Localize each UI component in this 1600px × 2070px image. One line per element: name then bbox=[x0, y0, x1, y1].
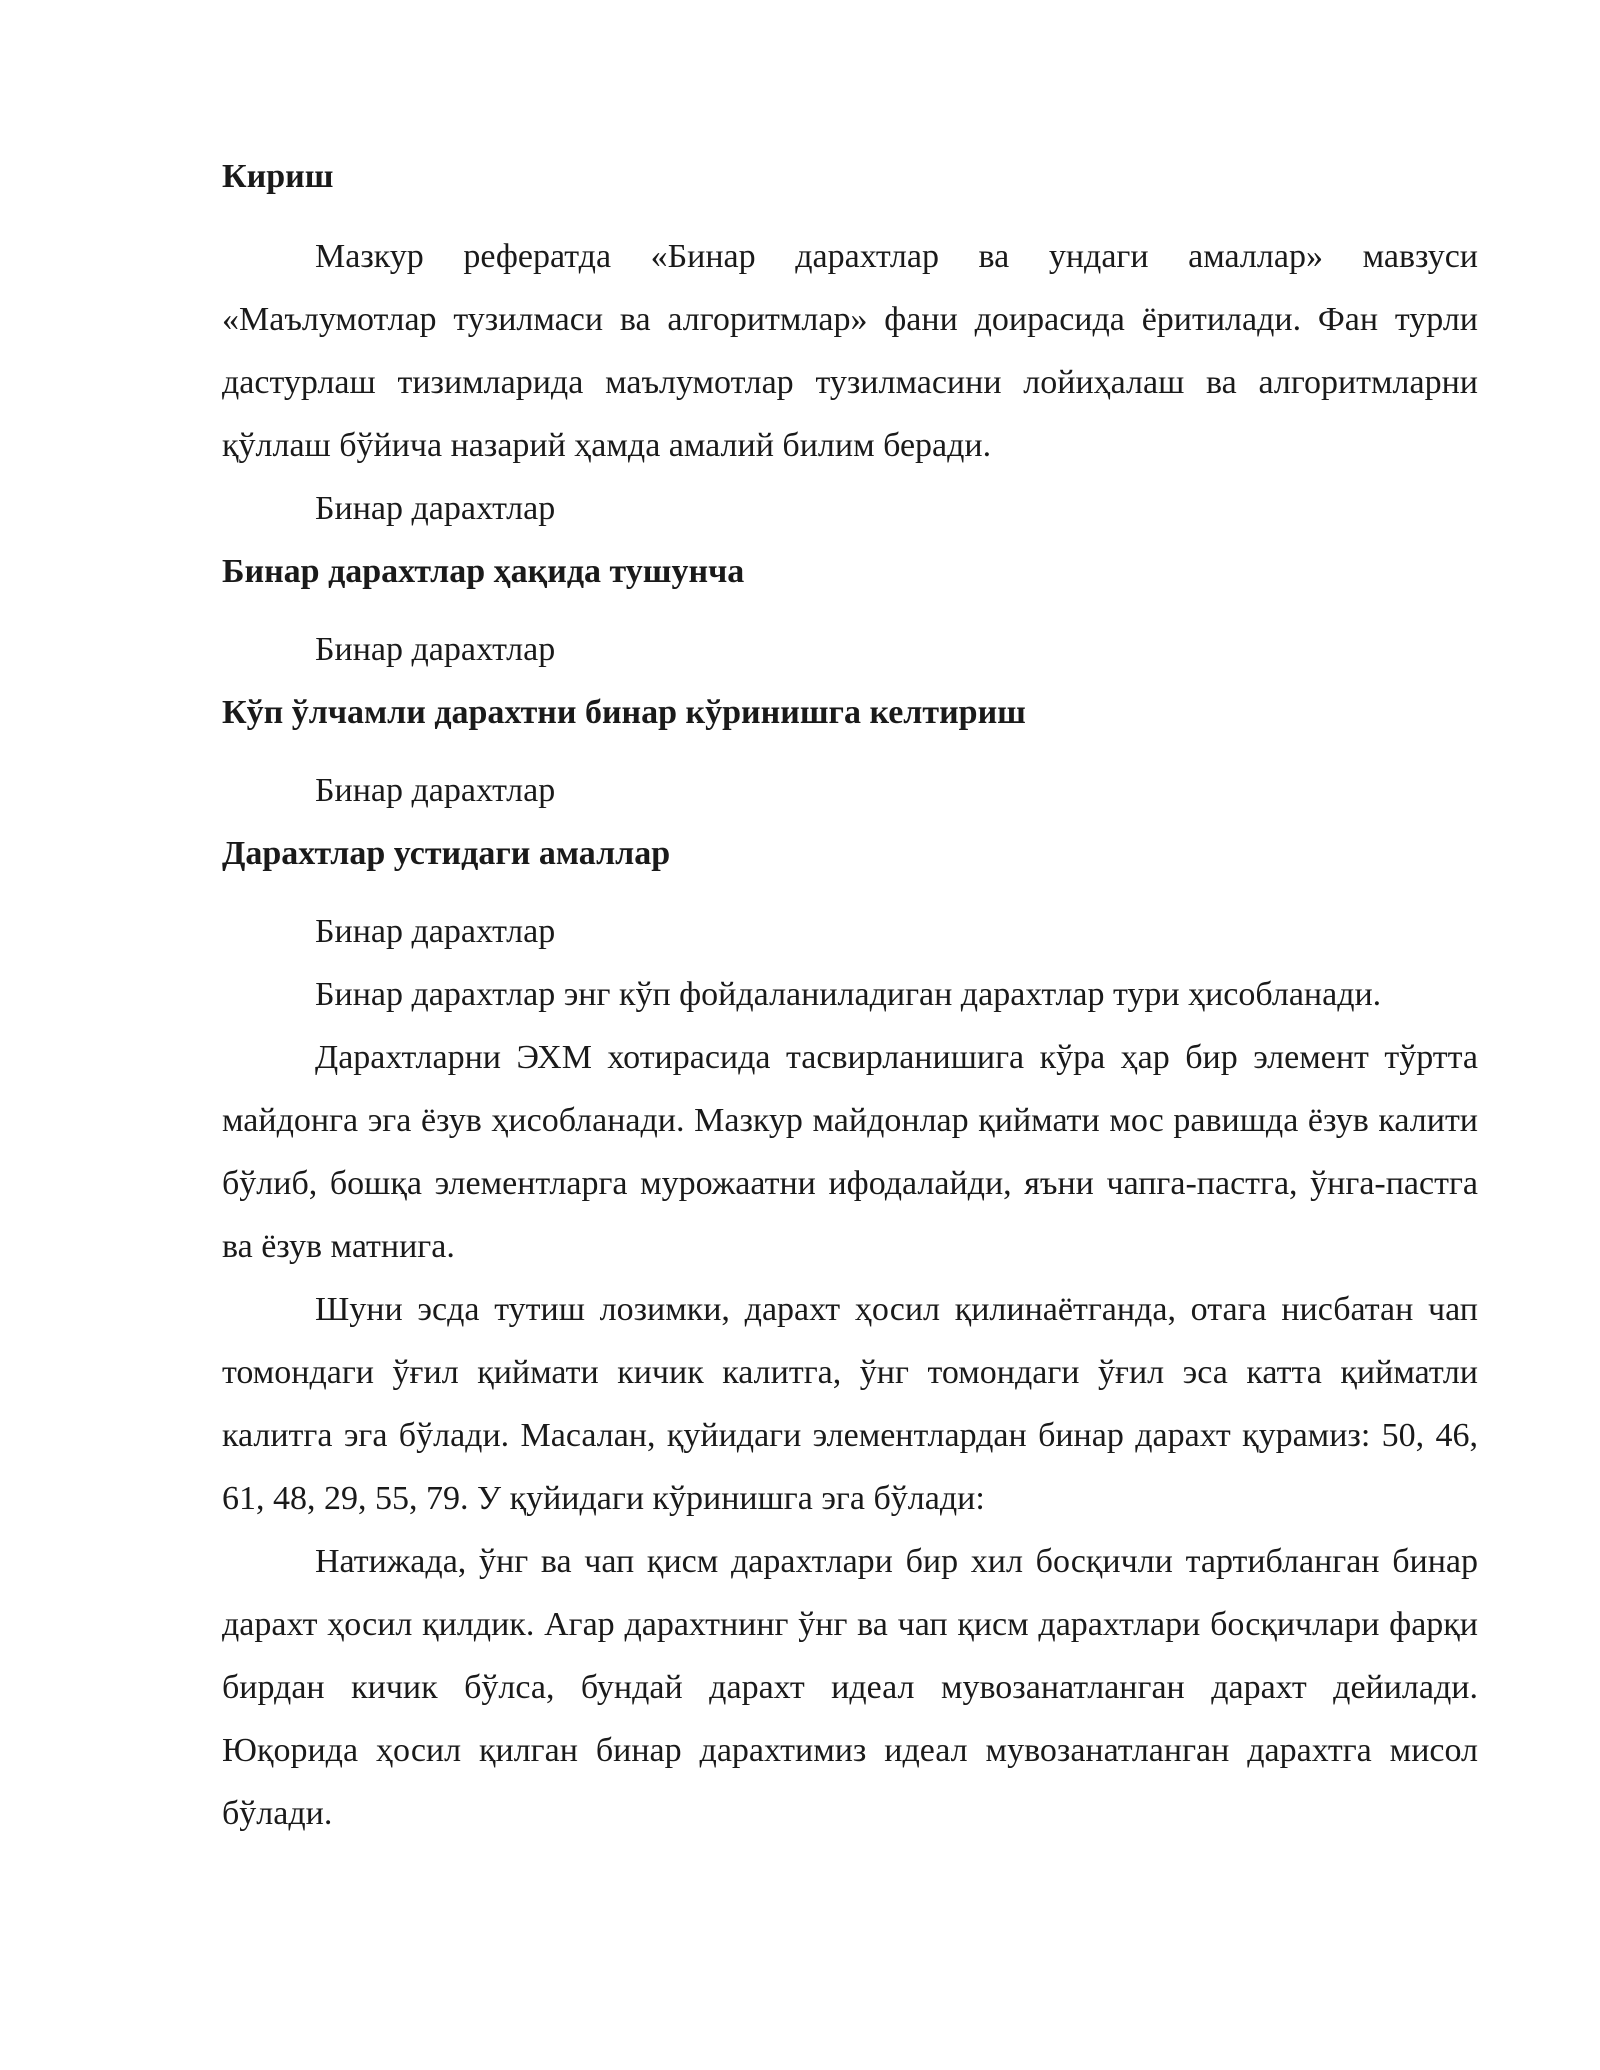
section-label-1: Бинар дарахтлар bbox=[315, 490, 556, 527]
body-paragraph-1: Бинар дарахтлар энг кўп фойдаланиладиган дарахтлар тури ҳисобланади. bbox=[315, 976, 1382, 1013]
section-label-3: Бинар дарахтлар bbox=[315, 772, 556, 809]
body-paragraph-2: Дарахтларни ЭХМ хотирасида тасвирланишига кўра ҳар бир элемент тўртта майдонга эга ёзув ҳисобланади. Мазкур майдонлар қиймати мос равишда ёзув калити бўлиб, бошқа элементларга мурожаатни ифодалайди, яъни чапга-пастга, ўнга-пастга ва ёзув матнига. bbox=[222, 1039, 1478, 1265]
section-heading-3: Дарахтлар устидаги амаллар bbox=[222, 835, 671, 872]
document-page bbox=[222, 145, 1478, 1845]
spacer bbox=[222, 744, 1478, 759]
spacer bbox=[222, 208, 1478, 225]
spacer bbox=[222, 603, 1478, 618]
section-heading-2: Кўп ўлчамли дарахтни бинар кўринишга келтириш bbox=[222, 694, 1026, 731]
section-label-2: Бинар дарахтлар bbox=[315, 631, 556, 668]
intro-paragraph: Мазкур рефератда «Бинар дарахтлар ва ундаги амаллар» мавзуси «Маълумотлар тузилмаси ва алгоритмлар» фани доирасида ёритилади. Фан турли дастурлаш тизимларида маълумотлар тузилмасини лойиҳалаш ва алгоритмларни қўллаш бўйича назарий ҳамда амалий билим беради. bbox=[222, 238, 1478, 464]
body-paragraph-3: Шуни эсда тутиш лозимки, дарахт ҳосил қилинаётганда, отага нисбатан чап томондаги ўғил қиймати кичик калитга, ўнг томондаги ўғил эса катта қийматли калитга эга бўлади. Масалан, қуйидаги элементлардан бинар дарахт қурамиз: 50, 46, 61, 48, 29, 55, 79. У қуйидаги кўринишга эга бўлади: bbox=[222, 1291, 1478, 1517]
section-label-4: Бинар дарахтлар bbox=[315, 913, 556, 950]
body-paragraph-4: Натижада, ўнг ва чап қисм дарахтлари бир хил босқичли тартибланган бинар дарахт ҳосил қилдик. Агар дарахтнинг ўнг ва чап қисм дарахтлари босқичлари фарқи бирдан кичик бўлса, бундай дарахт идеал мувозанатланган дарахт дейилади. Юқорида ҳосил қилган бинар дарахтимиз идеал мувозанатланган дарахтга мисол бўлади. bbox=[222, 1543, 1478, 1832]
section-heading-1: Бинар дарахтлар ҳақида тушунча bbox=[222, 553, 745, 590]
spacer bbox=[222, 885, 1478, 900]
intro-heading: Кириш bbox=[222, 158, 334, 195]
